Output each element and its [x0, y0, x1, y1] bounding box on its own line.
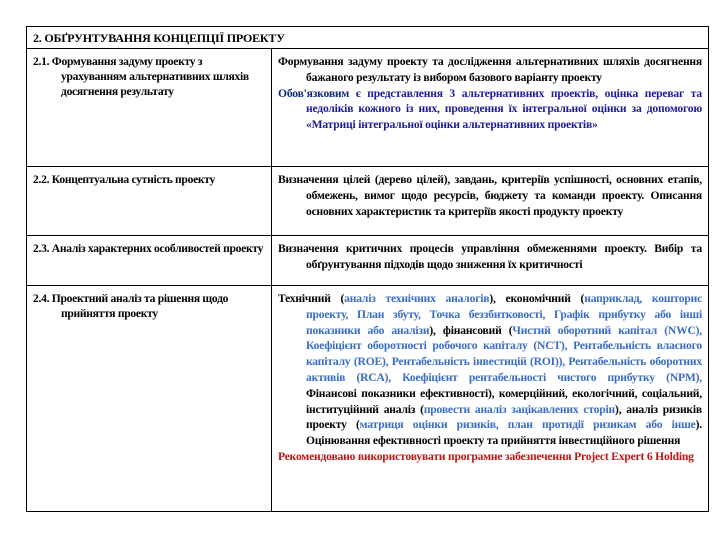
analysis-example: провести аналіз зацікавлених сторін	[423, 402, 616, 416]
mandatory-lead: Обов'язковим є	[278, 86, 361, 100]
content-paragraph: Формування задуму проекту та дослідження альтернативних шляхів досягнення бажаного результату із вибором базового варіанту проекту	[278, 55, 702, 84]
analysis-text: Технічний (	[278, 292, 345, 305]
row-label: 2.1. Формування задуму проекту з урахуванням альтернативних шляхів досягнення результату	[33, 55, 249, 98]
row-label-cell	[27, 49, 272, 166]
analysis-text: ), аналіз ризиків проекту (	[306, 402, 702, 432]
row-label-cell	[27, 236, 272, 285]
row-label: 2.4. Проектний аналіз та рішення щодо прийняття проекту	[33, 292, 229, 320]
analysis-paragraph	[278, 291, 702, 449]
analysis-text: ). Оцінювання ефективності проекту та прийняття інвестиційного рішення	[306, 418, 702, 448]
row-content-cell	[272, 286, 708, 511]
concept-justification-table	[26, 26, 709, 512]
analysis-text: ), фінансовий (	[429, 323, 513, 337]
analysis-text: ), економічний (	[489, 292, 585, 305]
section-title: 2. ОБҐРУНТУВАННЯ КОНЦЕПЦІЇ ПРОЕКТУ	[27, 27, 708, 49]
mandatory-note	[278, 86, 702, 133]
row-content-cell	[272, 49, 708, 166]
row-content-cell	[272, 236, 708, 285]
analysis-text: Фінансові показники ефективності), комерційний, екологічний, соціальний, інституційний аналіз (	[306, 386, 702, 416]
table-row	[27, 236, 708, 286]
mandatory-text: представлення 3 альтернативних проектів, оцінка переваг та недоліків кожного із них, проведення їх інтегральної оцінки за допомогою «Матриці інтегральної оцінки альтернативних проектів»	[306, 86, 702, 132]
table-row	[27, 167, 708, 236]
row-label: 2.3. Аналіз характерних особливостей проекту	[33, 242, 264, 255]
table-row	[27, 286, 708, 511]
row-label-cell	[27, 167, 272, 235]
software-recommendation: Рекомендовано використовувати програмне забезпечення Project Expert 6 Holding	[278, 449, 694, 463]
content-paragraph: Визначення критичних процесів управління обмеженнями проекту. Вибір та обґрунтування підходів щодо зниження їх критичності	[278, 242, 702, 271]
row-content-cell	[272, 167, 708, 235]
analysis-example: наприклад, кошторис проекту, План збуту, Точка беззбитковості, Графік прибутку або інші показники або аналізи	[306, 292, 703, 337]
analysis-example: матриця оцінки ризиків, план протидії ризикам або інше	[359, 418, 696, 432]
row-label: 2.2. Концептуальна сутність проекту	[33, 173, 216, 186]
content-paragraph: Визначення цілей (дерево цілей), завдань, критеріїв успішності, основних етапів, обмежень, вимог щодо ресурсів, бюджету та команди проекту. Описання основних характеристик та критеріїв якості продукту проекту	[278, 173, 702, 218]
row-label-cell	[27, 286, 272, 511]
table-row	[27, 49, 708, 167]
analysis-example: Чистий оборотний капітал (NWC), Коефіцієнт оборотності робочого капіталу (NCT), Рентабельність власного капіталу (ROE), Рентабельність інвестицій (ROI)), Рентабельність оборотних активів (RCA), Коефіцієнт рентабельності чистого прибутку (NPM),	[306, 323, 703, 384]
analysis-example: аналіз технічних аналогів	[344, 292, 490, 305]
